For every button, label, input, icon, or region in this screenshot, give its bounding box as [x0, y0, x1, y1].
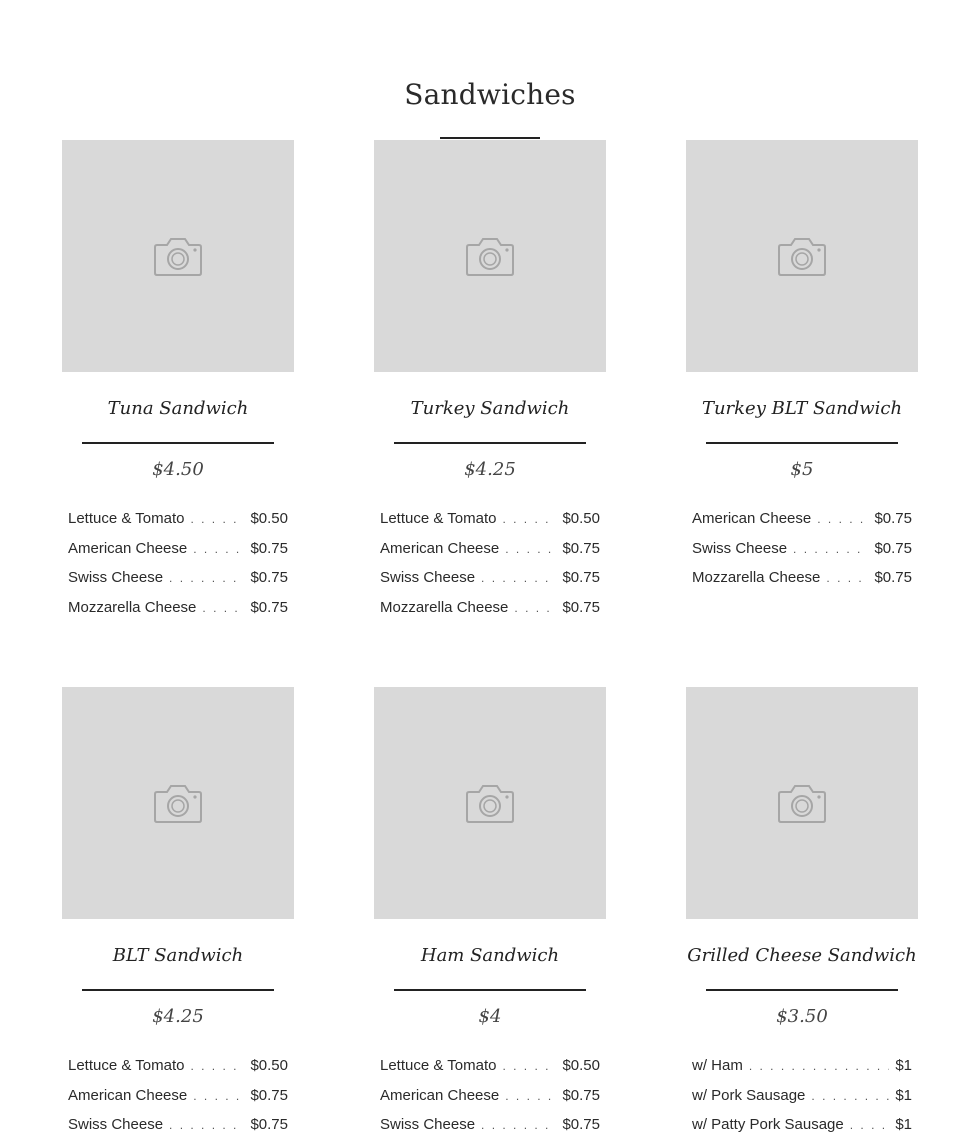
item-price: $4	[478, 1006, 502, 1027]
dot-leader	[505, 1089, 556, 1103]
option-price: $0.75	[250, 1116, 288, 1133]
item-name: Tuna Sandwich	[107, 398, 249, 419]
option-price: $0.75	[562, 1116, 600, 1133]
option-row	[692, 510, 912, 540]
options-list	[374, 1057, 606, 1146]
option-price: $0.75	[874, 539, 912, 557]
option-price: $0.75	[250, 598, 288, 616]
item-price: $4.25	[464, 459, 516, 480]
dot-leader	[169, 571, 244, 585]
option-row	[68, 599, 288, 629]
option-label: Swiss Cheese	[692, 539, 788, 557]
option-row	[380, 1116, 600, 1146]
option-label: w/ Pork Sausage	[692, 1086, 806, 1104]
dot-leader	[505, 542, 556, 556]
option-row	[380, 569, 600, 599]
option-label: Mozzarella Cheese	[380, 598, 509, 616]
dot-leader	[811, 1089, 889, 1103]
dot-leader	[193, 542, 244, 556]
option-label: Swiss Cheese	[68, 569, 164, 586]
dot-leader	[502, 512, 556, 526]
item-divider	[706, 989, 898, 991]
option-row	[68, 1057, 288, 1087]
option-label: Swiss Cheese	[380, 1116, 476, 1133]
photo-placeholder	[374, 687, 606, 919]
dot-leader	[169, 1118, 244, 1132]
option-row	[380, 510, 600, 540]
item-name: BLT Sandwich	[112, 945, 244, 966]
option-label: Lettuce & Tomato	[68, 510, 185, 527]
option-row	[68, 569, 288, 599]
option-price: $1	[895, 1116, 912, 1133]
option-price: $0.75	[250, 1086, 288, 1104]
option-row	[68, 1087, 288, 1117]
option-label: w/ Patty Pork Sausage	[692, 1116, 844, 1133]
section-title: Sandwiches	[404, 78, 576, 111]
option-row	[68, 540, 288, 570]
item-price: $3.50	[776, 1006, 828, 1027]
option-price: $0.75	[562, 598, 600, 616]
option-price: $0.75	[250, 569, 288, 586]
item-price: $4.25	[152, 1006, 204, 1027]
dot-leader	[193, 1089, 244, 1103]
option-label: Lettuce & Tomato	[380, 1057, 497, 1074]
menu-card[interactable]	[686, 140, 918, 599]
option-price: $0.75	[874, 569, 912, 586]
photo-placeholder	[62, 140, 294, 372]
option-price: $1	[895, 1057, 912, 1074]
option-label: Swiss Cheese	[380, 569, 476, 586]
dot-leader	[793, 542, 868, 556]
item-name: Grilled Cheese Sandwich	[687, 945, 917, 966]
photo-placeholder	[374, 140, 606, 372]
option-price: $0.75	[562, 539, 600, 557]
dot-leader	[481, 571, 556, 585]
option-price: $0.75	[562, 1086, 600, 1104]
item-divider	[82, 442, 274, 444]
item-price: $4.50	[152, 459, 204, 480]
option-row	[68, 1116, 288, 1146]
option-label: w/ Ham	[692, 1057, 743, 1074]
photo-placeholder	[686, 140, 918, 372]
option-row	[380, 1087, 600, 1117]
photo-placeholder	[686, 687, 918, 919]
option-price: $0.50	[562, 1057, 600, 1074]
option-price: $1	[895, 1086, 912, 1104]
option-row	[692, 1116, 912, 1146]
option-row	[692, 1057, 912, 1087]
item-name: Ham Sandwich	[420, 945, 560, 966]
camera-icon	[465, 235, 515, 277]
option-label: American Cheese	[380, 539, 500, 557]
item-name: Turkey BLT Sandwich	[701, 398, 903, 419]
option-label: Swiss Cheese	[68, 1116, 164, 1133]
option-label: American Cheese	[692, 510, 812, 527]
option-row	[692, 569, 912, 599]
menu-card[interactable]	[686, 687, 918, 1146]
dot-leader	[481, 1118, 556, 1132]
dot-leader	[817, 512, 868, 526]
option-row	[380, 540, 600, 570]
option-price: $0.50	[562, 510, 600, 527]
photo-placeholder	[62, 687, 294, 919]
menu-card[interactable]	[62, 687, 294, 1146]
dot-leader	[850, 1118, 890, 1132]
camera-icon	[777, 235, 827, 277]
option-row	[68, 510, 288, 540]
camera-icon	[465, 782, 515, 824]
dot-leader	[190, 512, 244, 526]
camera-icon	[153, 782, 203, 824]
title-divider	[440, 137, 540, 139]
option-price: $0.75	[874, 510, 912, 527]
option-label: American Cheese	[68, 539, 188, 557]
option-label: Lettuce & Tomato	[380, 510, 497, 527]
item-price: $5	[790, 459, 814, 480]
menu-card[interactable]	[374, 140, 606, 628]
item-name: Turkey Sandwich	[410, 398, 570, 419]
option-row	[692, 1087, 912, 1117]
option-label: American Cheese	[68, 1086, 188, 1104]
options-list	[686, 510, 918, 599]
option-price: $0.75	[250, 539, 288, 557]
item-divider	[394, 442, 586, 444]
item-divider	[82, 989, 274, 991]
item-divider	[706, 442, 898, 444]
option-label: American Cheese	[380, 1086, 500, 1104]
option-row	[692, 540, 912, 570]
dot-leader	[749, 1059, 889, 1073]
item-divider	[394, 989, 586, 991]
options-list	[686, 1057, 918, 1146]
option-label: Lettuce & Tomato	[68, 1057, 185, 1074]
dot-leader	[502, 1059, 556, 1073]
options-list	[62, 510, 294, 628]
dot-leader	[190, 1059, 244, 1073]
option-price: $0.50	[250, 1057, 288, 1074]
option-row	[380, 599, 600, 629]
dot-leader	[826, 571, 868, 585]
options-list	[374, 510, 606, 628]
option-price: $0.75	[562, 569, 600, 586]
dot-leader	[202, 601, 244, 615]
option-label: Mozzarella Cheese	[68, 598, 197, 616]
option-price: $0.50	[250, 510, 288, 527]
option-row	[380, 1057, 600, 1087]
camera-icon	[777, 782, 827, 824]
menu-card[interactable]	[374, 687, 606, 1146]
dot-leader	[514, 601, 556, 615]
camera-icon	[153, 235, 203, 277]
options-list	[62, 1057, 294, 1146]
menu-card[interactable]	[62, 140, 294, 628]
option-label: Mozzarella Cheese	[692, 569, 821, 586]
